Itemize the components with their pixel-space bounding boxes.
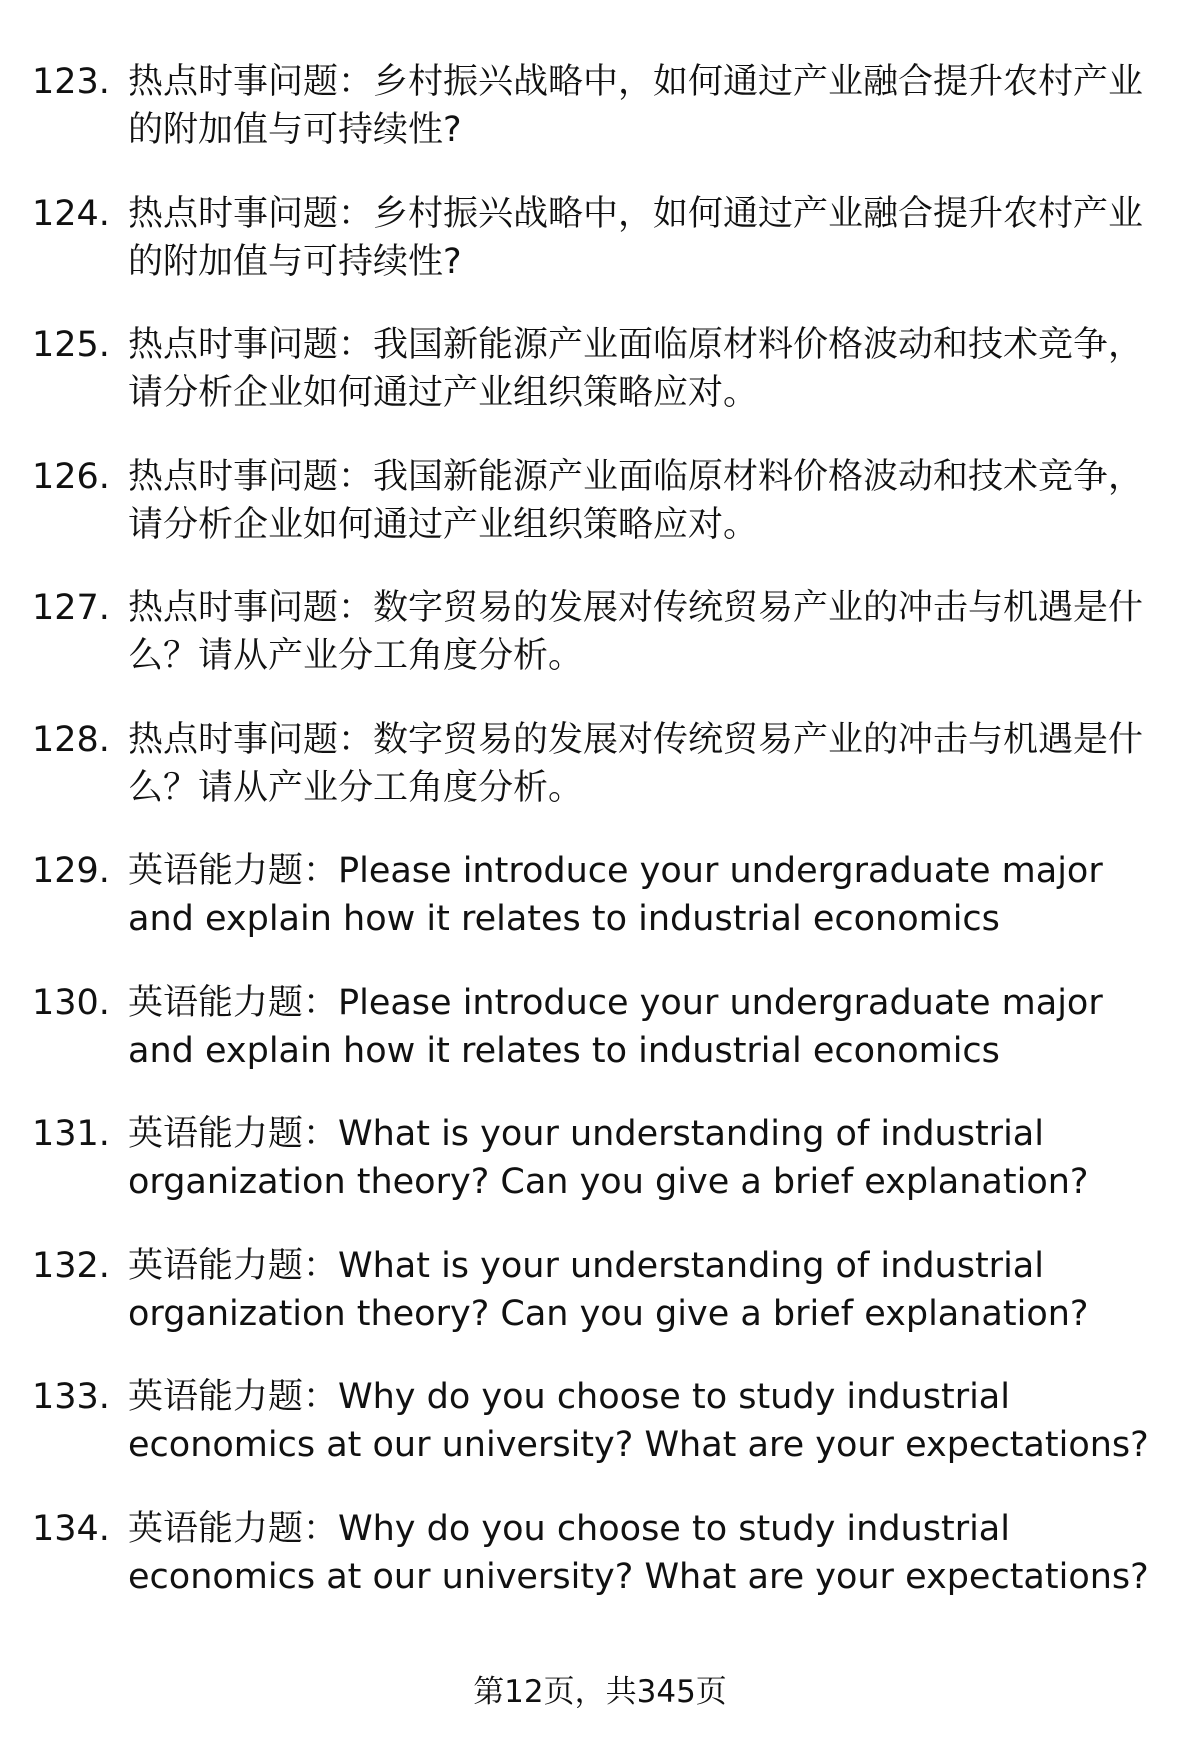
question-item — [32, 1110, 1172, 1242]
question-number: 128. — [32, 719, 110, 760]
question-text: 热点时事问题：乡村振兴战略中，如何通过产业融合提升农村产业的附加值与可持续性? — [128, 193, 1144, 282]
page-footer: 第12页，共345页 — [473, 1674, 727, 1710]
question-item — [32, 190, 1172, 322]
question-text: 热点时事问题：数字贸易的发展对传统贸易产业的冲击与机遇是什么？请从产业分工角度分析。 — [128, 588, 1144, 676]
question-item — [32, 58, 1172, 190]
question-text: 热点时事问题：数字贸易的发展对传统贸易产业的冲击与机遇是什么？请从产业分工角度分析。 — [128, 719, 1144, 808]
question-number: 125. — [32, 325, 110, 365]
question-text: 英语能力题：What is your understanding of industrial organization theory? Can you give a brief explanation? — [128, 1114, 1089, 1202]
question-text: 英语能力题：Please introduce your undergraduate major and explain how it relates to industrial economics — [128, 982, 1103, 1071]
question-item — [32, 1505, 1172, 1637]
question-item — [32, 979, 1172, 1111]
question-number: 134. — [32, 1508, 110, 1549]
question-text: 英语能力题：Please introduce your undergraduate major and explain how it relates to industrial economics — [128, 851, 1103, 939]
question-number: 133. — [32, 1377, 110, 1417]
question-number: 123. — [32, 62, 110, 102]
question-number: 129. — [32, 851, 110, 891]
question-item — [32, 716, 1172, 848]
question-number: 132. — [32, 1245, 110, 1286]
question-item — [32, 321, 1172, 453]
question-item — [32, 847, 1172, 979]
question-number: 127. — [32, 588, 110, 628]
question-number: 130. — [32, 982, 110, 1023]
question-text: 热点时事问题：乡村振兴战略中，如何通过产业融合提升农村产业的附加值与可持续性? — [128, 62, 1144, 150]
question-item — [32, 453, 1172, 585]
question-text: 英语能力题：Why do you choose to study industrial economics at our university? What are your expectations? — [128, 1508, 1149, 1597]
question-number: 124. — [32, 193, 110, 234]
question-item — [32, 584, 1172, 716]
question-text: 热点时事问题：我国新能源产业面临原材料价格波动和技术竞争，请分析企业如何通过产业组织策略应对。 — [128, 456, 1144, 545]
question-number: 131. — [32, 1114, 110, 1154]
question-list — [32, 58, 1172, 1636]
question-item — [32, 1373, 1172, 1505]
question-number: 126. — [32, 456, 110, 497]
question-item — [32, 1242, 1172, 1374]
question-text: 英语能力题：What is your understanding of industrial organization theory? Can you give a brief explanation? — [128, 1245, 1089, 1334]
question-text: 英语能力题：Why do you choose to study industrial economics at our university? What are your expectations? — [128, 1377, 1149, 1465]
question-text: 热点时事问题：我国新能源产业面临原材料价格波动和技术竞争，请分析企业如何通过产业组织策略应对。 — [128, 325, 1144, 413]
